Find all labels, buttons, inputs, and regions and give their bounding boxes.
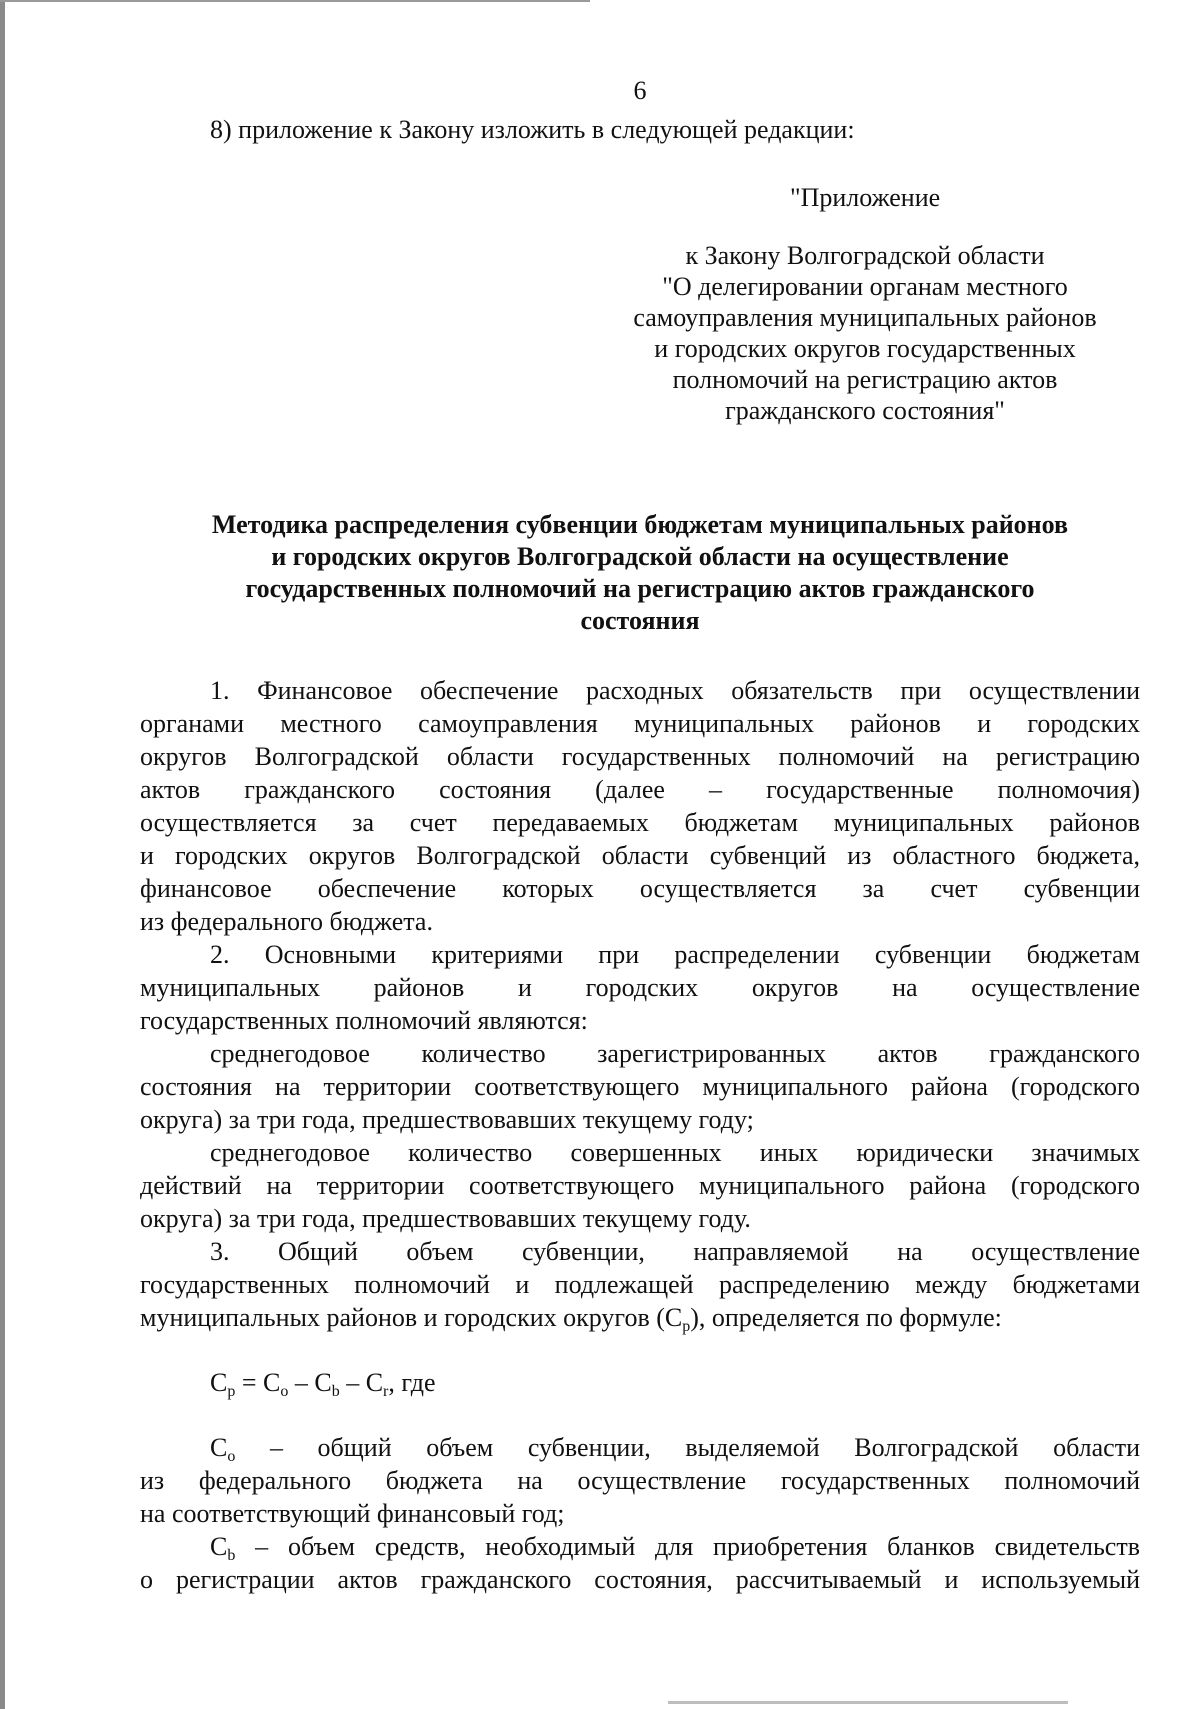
paragraph-line: о регистрации актов гражданского состояния, рассчитываемый и используемый bbox=[140, 1565, 1140, 1594]
appendix-line: гражданского состояния" bbox=[725, 396, 1005, 425]
paragraph-line: 1. Финансовое обеспечение расходных обязательств при осуществлении bbox=[210, 676, 1140, 705]
title-line: Методика распределения субвенции бюджетам муниципальных районов bbox=[211, 510, 1069, 539]
text-segment: муниципальных районов и городских округов (C bbox=[140, 1303, 683, 1332]
paragraph-line: на соответствующий финансовый год; bbox=[140, 1499, 565, 1528]
paragraph-line: финансовое обеспечение которых осуществляется за счет субвенции bbox=[140, 874, 1140, 903]
paragraph-line: округа) за три года, предшествовавших текущему году. bbox=[140, 1204, 751, 1233]
appendix-line: и городских округов государственных bbox=[654, 334, 1076, 363]
appendix-line: полномочий на регистрацию актов bbox=[672, 365, 1058, 394]
title-line: и городских округов Волгоградской области на осуществление bbox=[271, 542, 1009, 571]
paragraph-line bbox=[140, 1302, 1140, 1334]
scan-edge bbox=[0, 0, 5, 1709]
subscript: o bbox=[227, 1448, 236, 1465]
subscript: r bbox=[383, 1383, 389, 1400]
paragraph-line: 2. Основными критериями при распределении субвенции бюджетам bbox=[210, 940, 1140, 969]
paragraph-line bbox=[210, 1531, 1140, 1563]
text-segment: – общий объем субвенции, выделяемой Волгоградской области bbox=[235, 1433, 1140, 1462]
title-line: состояния bbox=[580, 606, 700, 635]
paragraph-line: округов Волгоградской области государственных полномочий на регистрацию bbox=[140, 742, 1140, 771]
appendix-line: к Закону Волгоградской области bbox=[685, 241, 1045, 270]
paragraph-line: органами местного самоуправления муниципальных районов и городских bbox=[140, 709, 1140, 738]
paragraph-line bbox=[210, 1432, 1140, 1464]
paragraph-line: муниципальных районов и городских округов на осуществление bbox=[140, 973, 1140, 1002]
subscript: b bbox=[331, 1383, 340, 1400]
scan-bottom-mark bbox=[668, 1701, 1068, 1704]
appendix-label: "Приложение bbox=[790, 183, 941, 212]
formula-symbol: C bbox=[263, 1368, 281, 1397]
subscript: p bbox=[682, 1318, 691, 1335]
formula-operator: = bbox=[235, 1368, 264, 1397]
paragraph-line: государственных полномочий являются: bbox=[140, 1006, 588, 1035]
paragraph-line: из федерального бюджета. bbox=[140, 907, 433, 936]
appendix-line: самоуправления муниципальных районов bbox=[633, 303, 1097, 332]
formula-symbol: C bbox=[210, 1532, 228, 1561]
paragraph-line: среднегодовое количество совершенных иных юридически значимых bbox=[210, 1138, 1140, 1167]
formula bbox=[210, 1367, 1200, 1399]
subscript: b bbox=[227, 1547, 236, 1564]
title-line: государственных полномочий на регистрацию актов гражданского bbox=[245, 574, 1035, 603]
formula-symbol: C bbox=[210, 1368, 228, 1397]
page-number: 6 bbox=[633, 76, 647, 105]
formula-tail: , где bbox=[388, 1368, 436, 1397]
paragraph-line: и городских округов Волгоградской области субвенций из областного бюджета, bbox=[140, 841, 1140, 870]
subscript: p bbox=[227, 1383, 236, 1400]
formula-operator: – bbox=[288, 1368, 315, 1397]
intro-line: 8) приложение к Закону изложить в следующей редакции: bbox=[210, 115, 855, 144]
paragraph-line: действий на территории соответствующего муниципального района (городского bbox=[140, 1171, 1140, 1200]
paragraph-line: округа) за три года, предшествовавших текущему году; bbox=[140, 1105, 754, 1134]
paragraph-line: из федерального бюджета на осуществление государственных полномочий bbox=[140, 1466, 1140, 1495]
subscript: o bbox=[280, 1383, 289, 1400]
scan-top-line bbox=[0, 0, 590, 2]
formula-operator: – bbox=[339, 1368, 366, 1397]
text-segment: ), определяется по формуле: bbox=[690, 1303, 1002, 1332]
formula-symbol: C bbox=[365, 1368, 384, 1397]
paragraph-line: состояния на территории соответствующего муниципального района (городского bbox=[140, 1072, 1140, 1101]
paragraph-line: среднегодовое количество зарегистрированных актов гражданского bbox=[210, 1039, 1140, 1068]
text-segment: – объем средств, необходимый для приобретения бланков свидетельств bbox=[235, 1532, 1140, 1561]
formula-symbol: C bbox=[210, 1433, 228, 1462]
paragraph-line: государственных полномочий и подлежащей распределению между бюджетами bbox=[140, 1270, 1140, 1299]
formula-symbol: C bbox=[314, 1368, 332, 1397]
paragraph-line: 3. Общий объем субвенции, направляемой на осуществление bbox=[210, 1237, 1140, 1266]
paragraph-line: актов гражданского состояния (далее – государственные полномочия) bbox=[140, 775, 1140, 804]
appendix-line: "О делегировании органам местного bbox=[662, 272, 1068, 301]
paragraph-line: осуществляется за счет передаваемых бюджетам муниципальных районов bbox=[140, 808, 1140, 837]
